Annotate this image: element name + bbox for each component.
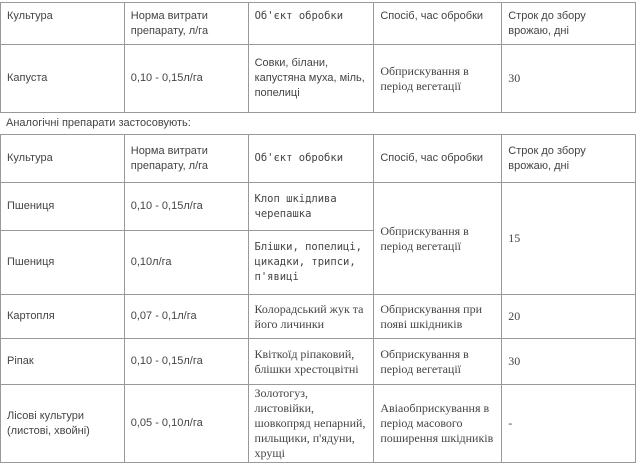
header-crop: Культура xyxy=(1,3,125,45)
table-row xyxy=(1,295,636,339)
header-method: Спосіб, час обробки xyxy=(374,135,502,183)
cell-term: 15 xyxy=(502,183,636,295)
table-analogues xyxy=(0,134,636,463)
cell-crop: Пшениця xyxy=(1,183,125,231)
cell-rate: 0,10 - 0,15л/га xyxy=(124,45,248,113)
cell-object: Блішки, попелиці, цикадки, трипси, п'явиці xyxy=(248,231,374,295)
header-rate: Норма витрати препарату, л/га xyxy=(124,3,248,45)
cell-term: 30 xyxy=(502,339,636,385)
cell-method: Обприскування в період вегетації xyxy=(374,183,502,295)
cell-method: Авіаобприскування в період масового поширення шкідників xyxy=(374,385,502,463)
cell-rate: 0,10 - 0,15л/га xyxy=(124,339,248,385)
table-row xyxy=(1,339,636,385)
cell-term: - xyxy=(502,385,636,463)
header-row xyxy=(1,135,636,183)
header-term: Строк до збору врожаю, днi xyxy=(502,3,636,45)
header-term: Строк до збору врожаю, днi xyxy=(502,135,636,183)
table-row xyxy=(1,183,636,231)
cell-method: Обприскування в період вегетації xyxy=(374,45,502,113)
cell-method: Обприскування при появі шкідників xyxy=(374,295,502,339)
header-method: Спосіб, час обробки xyxy=(374,3,502,45)
header-object: Об'єкт обробки xyxy=(248,3,374,45)
cell-rate: 0,07 - 0,1л/га xyxy=(124,295,248,339)
cell-crop: Ріпак xyxy=(1,339,125,385)
cell-rate: 0,05 - 0,10л/га xyxy=(124,385,248,463)
note-text: Аналогічні препарати застосовують: xyxy=(6,117,191,129)
header-crop: Культура xyxy=(1,135,125,183)
table-row xyxy=(1,385,636,463)
cell-method: Обприскування в період вегетації xyxy=(374,339,502,385)
cell-crop: Капуста xyxy=(1,45,125,113)
cell-object: Клоп шкідлива черепашка xyxy=(248,183,374,231)
cell-object: Совки, білани, капустяна муха, міль, попелиці xyxy=(248,45,374,113)
header-row xyxy=(1,3,636,45)
cell-crop: Картопля xyxy=(1,295,125,339)
table-cabbage xyxy=(0,2,636,113)
table-row xyxy=(1,45,636,113)
header-rate: Норма витрати препарату, л/га xyxy=(124,135,248,183)
header-object: Об'єкт обробки xyxy=(248,135,374,183)
cell-object: Колорадський жук та його личинки xyxy=(248,295,374,339)
cell-crop: Пшениця xyxy=(1,231,125,295)
cell-object: Золотогуз, листовійки, шовкопряд непарний, пильщики, п'ядуни, хрущі xyxy=(248,385,374,463)
cell-object: Квіткоїд ріпаковий, блішки хрестоцвітні xyxy=(248,339,374,385)
cell-term: 30 xyxy=(502,45,636,113)
cell-crop: Лісові культури (листові, хвойні) xyxy=(1,385,125,463)
cell-rate: 0,10л/га xyxy=(124,231,248,295)
cell-term: 20 xyxy=(502,295,636,339)
cell-rate: 0,10 - 0,15л/га xyxy=(124,183,248,231)
